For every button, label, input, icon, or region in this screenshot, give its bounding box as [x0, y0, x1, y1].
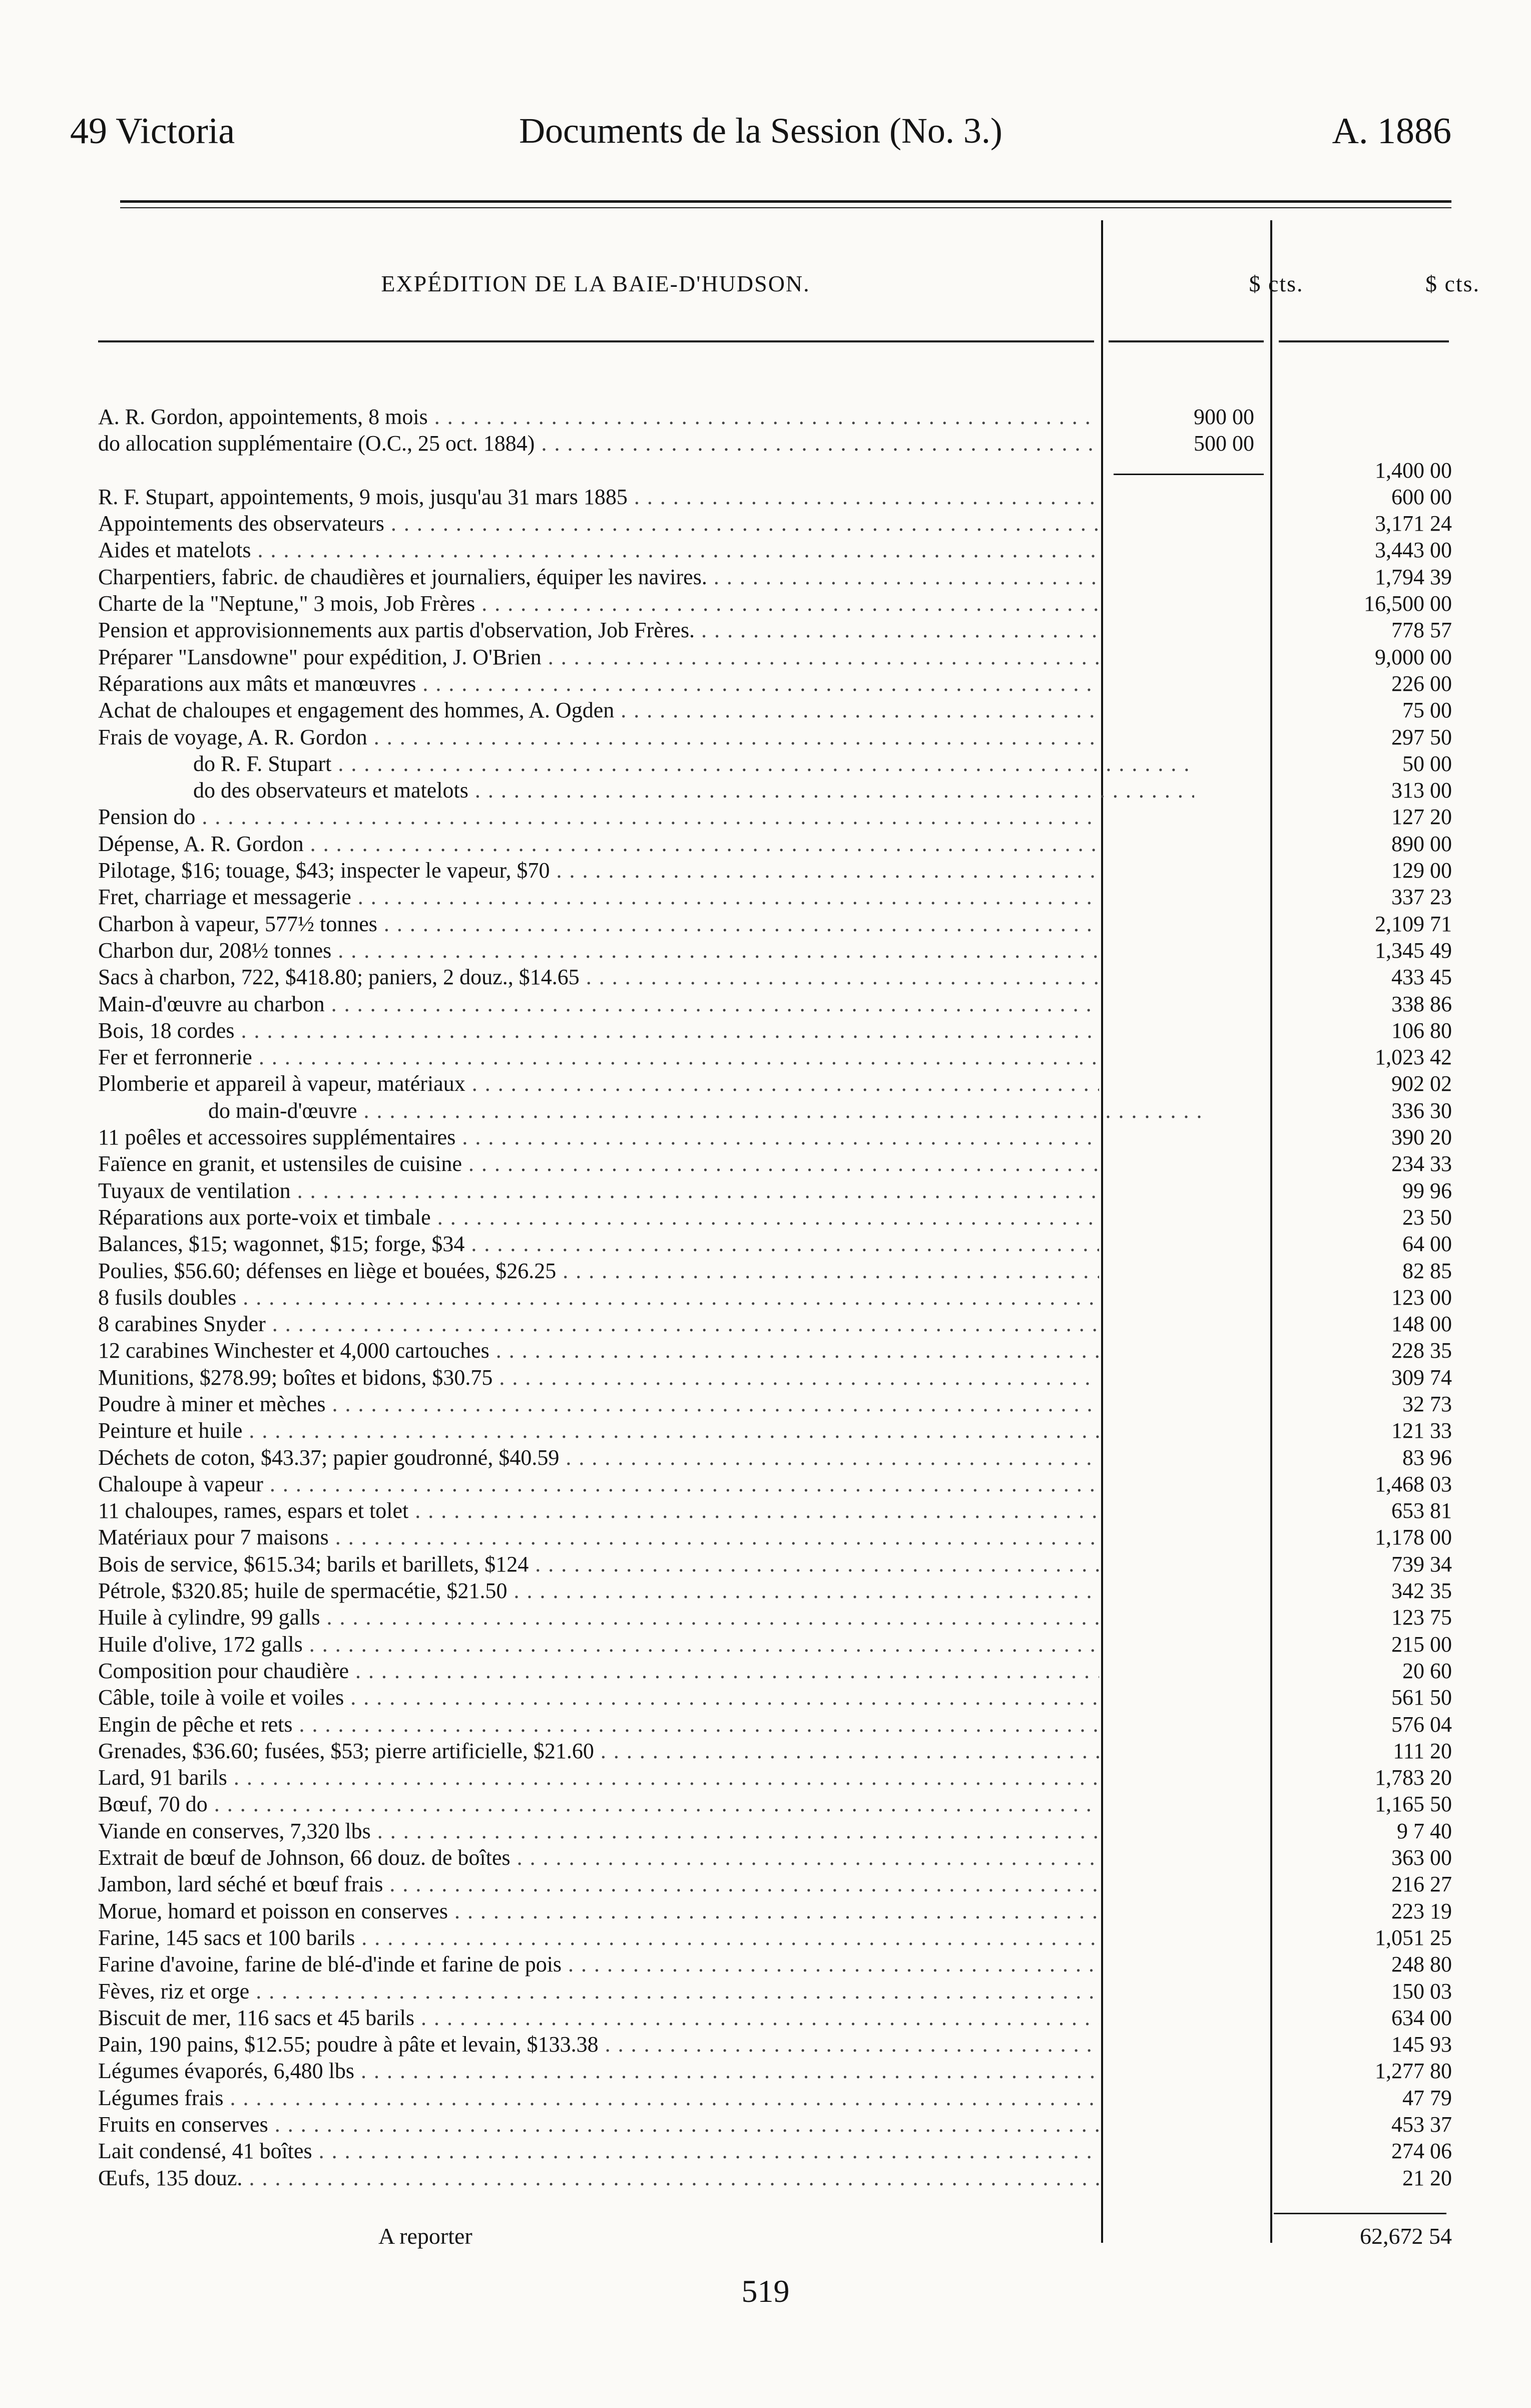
row-description: Lait condensé, 41 boîtes . . . — [98, 2138, 1099, 2164]
row-amount-col2: 2,109 71 — [1375, 911, 1452, 936]
row-description: Déchets de coton, $43.37; papier goudronné, $40.59 . . . — [98, 1444, 1099, 1471]
row-amount-col2: 1,165 50 — [1375, 1792, 1452, 1817]
row-amount-col2: 1,345 49 — [1375, 938, 1452, 963]
table-row — [98, 964, 1459, 990]
row-amount-col1: 900 00 — [1194, 405, 1254, 429]
row-description: Matériaux pour 7 maisons . . . — [98, 1524, 1099, 1550]
table-row — [98, 1177, 1459, 1204]
row-amount-col2: 433 45 — [1391, 965, 1452, 990]
row-amount-col2: 363 00 — [1391, 1845, 1452, 1870]
row-amount-col2: 338 86 — [1391, 991, 1452, 1016]
row-amount-col2: 21 20 — [1402, 2165, 1452, 2190]
row-amount-col2: 145 93 — [1391, 2032, 1452, 2057]
row-description: Faïence en granit, et ustensiles de cuisine . . . — [98, 1150, 1099, 1177]
table-row — [98, 1284, 1459, 1311]
page-header — [70, 110, 1451, 155]
table-row — [98, 1017, 1459, 1044]
row-description: Légumes évaporés, 6,480 lbs . . . — [98, 2058, 1099, 2084]
row-description: A. R. Gordon, appointements, 8 mois . . . — [98, 404, 1099, 430]
header-volume: 49 Victoria — [70, 111, 235, 152]
row-description: Charpentiers, fabric. de chaudières et journaliers, équiper les navires. . . . — [98, 564, 1099, 590]
row-description: Pain, 190 pains, $12.55; poudre à pâte et levain, $133.38 . . . — [98, 2031, 1099, 2058]
row-amount-col2: 148 00 — [1391, 1312, 1452, 1337]
total-rule — [1274, 2213, 1446, 2214]
row-description: Fruits en conserves . . . — [98, 2111, 1099, 2138]
table-row — [98, 2138, 1459, 2164]
row-description: 8 carabines Snyder . . . — [98, 1311, 1099, 1337]
row-amount-col2: 297 50 — [1391, 724, 1452, 749]
row-description: Tuyaux de ventilation . . . — [98, 1177, 1099, 1204]
table-row — [98, 430, 1459, 457]
table-header-rule-col1 — [1109, 340, 1264, 342]
row-amount-col2: 337 23 — [1391, 885, 1452, 910]
column-header-2: $ cts. — [1425, 271, 1480, 296]
row-amount-col2: 228 35 — [1391, 1338, 1452, 1363]
table-row — [98, 1951, 1459, 1977]
row-description: Huile d'olive, 172 galls . . . — [98, 1631, 1099, 1658]
row-description: Appointements des observateurs . . . — [98, 510, 1099, 537]
row-description: Fèves, riz et orge . . . — [98, 1978, 1099, 2004]
table-row — [98, 1551, 1459, 1577]
table-row — [98, 697, 1459, 723]
row-description: 8 fusils doubles . . . — [98, 1284, 1099, 1311]
row-description: Poulies, $56.60; défenses en liège et bouées, $26.25 . . . — [98, 1258, 1099, 1284]
row-amount-col2: 111 20 — [1393, 1738, 1452, 1763]
header-rule-thin — [120, 207, 1451, 208]
table-row — [98, 1337, 1459, 1364]
row-description: Fret, charriage et messagerie . . . — [98, 884, 1099, 910]
row-amount-col2: 1,783 20 — [1375, 1765, 1452, 1790]
row-description: Composition pour chaudière . . . — [98, 1658, 1099, 1684]
row-amount-col2: 1,178 00 — [1375, 1525, 1452, 1550]
row-amount-col2: 313 00 — [1391, 778, 1452, 803]
table-row — [98, 590, 1459, 617]
row-amount-col2: 50 00 — [1402, 751, 1452, 776]
table-row — [98, 991, 1459, 1017]
row-amount-col2: 342 35 — [1391, 1578, 1452, 1603]
row-description: Achat de chaloupes et engagement des hommes, A. Ogden . . . — [98, 697, 1099, 723]
table-row — [98, 1658, 1459, 1684]
table-row — [98, 2085, 1459, 2111]
row-description: Charbon dur, 208½ tonnes . . . — [98, 937, 1099, 964]
row-amount-col2: 453 37 — [1391, 2112, 1452, 2137]
row-description: Plomberie et appareil à vapeur, matériaux . . . — [98, 1070, 1099, 1097]
row-description: Balances, $15; wagonnet, $15; forge, $34 . . . — [98, 1231, 1099, 1257]
row-description: Charbon à vapeur, 577½ tonnes . . . — [98, 911, 1099, 937]
row-description: Viande en conserves, 7,320 lbs . . . — [98, 1818, 1099, 1844]
table-row — [98, 1258, 1459, 1284]
row-amount-col2: 64 00 — [1402, 1232, 1452, 1257]
row-description: Pétrole, $320.85; huile de spermacétie, $21.50 . . . — [98, 1577, 1099, 1604]
row-amount-col2: 82 85 — [1402, 1258, 1452, 1283]
table-row — [98, 510, 1459, 537]
row-description: 11 poêles et accessoires supplémentaires . . . — [98, 1124, 1099, 1150]
table-header-rule-col2 — [1279, 340, 1449, 342]
table-row — [98, 1391, 1459, 1417]
row-amount-col2: 3,171 24 — [1375, 511, 1452, 536]
row-description: Réparations aux porte-voix et timbale . . . — [98, 1204, 1099, 1231]
row-amount-col2: 127 20 — [1391, 805, 1452, 830]
row-amount-col2: 902 02 — [1391, 1071, 1452, 1096]
table-row — [98, 670, 1459, 697]
row-amount-col2: 890 00 — [1391, 831, 1452, 856]
row-description: Engin de pêche et rets . . . — [98, 1711, 1099, 1738]
row-description: Fer et ferronnerie . . . — [98, 1044, 1099, 1070]
row-description: 11 chaloupes, rames, espars et tolet . . . — [98, 1497, 1099, 1524]
table-row — [98, 831, 1459, 857]
table-row — [98, 911, 1459, 937]
table-row — [98, 804, 1459, 830]
row-description: Morue, homard et poisson en conserves . . . — [98, 1898, 1099, 1924]
row-amount-col2: 600 00 — [1391, 484, 1452, 509]
row-amount-col2: 121 33 — [1391, 1418, 1452, 1443]
row-amount-col2: 1,794 39 — [1375, 564, 1452, 589]
table-row — [98, 1604, 1459, 1631]
row-description: Extrait de bœuf de Johnson, 66 douz. de boîtes . . . — [98, 1844, 1099, 1871]
table-row — [98, 2165, 1459, 2191]
table-row — [98, 484, 1459, 510]
row-amount-col2: 1,400 00 — [1375, 458, 1452, 483]
table-row — [98, 1871, 1459, 1897]
header-year: A. 1886 — [1332, 111, 1451, 152]
table-row — [98, 750, 1459, 777]
row-description: Charte de la "Neptune," 3 mois, Job Frères . . . — [98, 590, 1099, 617]
table-row — [98, 1684, 1459, 1711]
row-description: Frais de voyage, A. R. Gordon . . . — [98, 724, 1099, 750]
row-amount-col2: 223 19 — [1391, 1898, 1452, 1923]
header-session: Documents de la Session (No. 3.) — [519, 111, 1002, 151]
row-amount-col2: 20 60 — [1402, 1658, 1452, 1683]
table-header — [90, 265, 1480, 305]
row-description: Aides et matelots . . . — [98, 537, 1099, 563]
row-description: Grenades, $36.60; fusées, $53; pierre artificielle, $21.60 . . . — [98, 1738, 1099, 1764]
row-amount-col2: 83 96 — [1402, 1445, 1452, 1470]
table-row — [98, 617, 1459, 643]
table-row — [98, 1764, 1459, 1791]
row-amount-col2: 23 50 — [1402, 1205, 1452, 1230]
table-row — [98, 404, 1459, 430]
row-amount-col2: 99 96 — [1402, 1178, 1452, 1203]
row-description: 12 carabines Winchester et 4,000 cartouches . . . — [98, 1337, 1099, 1364]
table-row — [98, 1524, 1459, 1550]
row-amount-col2: 309 74 — [1391, 1365, 1452, 1390]
table-row — [98, 1364, 1459, 1391]
subtotal-rule — [1114, 474, 1264, 475]
table-row — [98, 1631, 1459, 1658]
row-amount-col2: 106 80 — [1391, 1018, 1452, 1043]
row-description: Pilotage, $16; touage, $43; inspecter le vapeur, $70 . . . — [98, 857, 1099, 884]
row-amount-col2: 123 75 — [1391, 1605, 1452, 1630]
table-row — [98, 1577, 1459, 1604]
row-amount-col2: 576 04 — [1391, 1712, 1452, 1737]
row-description: Dépense, A. R. Gordon . . . — [98, 831, 1099, 857]
table-row — [98, 2058, 1459, 2084]
row-amount-col1: 500 00 — [1194, 431, 1254, 456]
table-row — [98, 937, 1459, 964]
column-header-1: $ cts. — [1249, 271, 1304, 296]
row-description: Pension et approvisionnements aux partis d'observation, Job Frères. . . . — [98, 617, 1099, 643]
row-amount-col2: 739 34 — [1391, 1551, 1452, 1576]
row-description: Lard, 91 barils . . . — [98, 1764, 1099, 1791]
row-description: Farine d'avoine, farine de blé-d'inde et farine de pois . . . — [98, 1951, 1099, 1977]
row-amount-col2: 336 30 — [1391, 1098, 1452, 1123]
row-amount-col2: 561 50 — [1391, 1685, 1452, 1710]
row-amount-col2: 1,051 25 — [1375, 1925, 1452, 1950]
row-amount-col2: 9,000 00 — [1375, 644, 1452, 669]
row-description: Peinture et huile . . . — [98, 1417, 1099, 1444]
row-description: Bois de service, $615.34; barils et barillets, $124 . . . — [98, 1551, 1099, 1577]
row-description: Bœuf, 70 do . . . — [98, 1791, 1099, 1817]
row-amount-col2: 75 00 — [1402, 698, 1452, 723]
table-row — [98, 857, 1459, 884]
table-row — [98, 1311, 1459, 1337]
table-row — [98, 1124, 1459, 1150]
table-row — [98, 1711, 1459, 1738]
row-description: Chaloupe à vapeur . . . — [98, 1471, 1099, 1497]
row-amount-col2: 234 33 — [1391, 1151, 1452, 1176]
row-amount-col2: 150 03 — [1391, 1978, 1452, 2003]
row-amount-col2: 9 7 40 — [1397, 1818, 1452, 1843]
row-amount-col2: 129 00 — [1391, 858, 1452, 883]
table-title: EXPÉDITION DE LA BAIE-D'HUDSON. — [381, 271, 810, 296]
carry-forward-total: 62,672 54 — [1360, 2223, 1452, 2249]
row-description: Câble, toile à voile et voiles . . . — [98, 1684, 1099, 1711]
table-row — [98, 1097, 1459, 1124]
row-amount-col2: 778 57 — [1391, 618, 1452, 643]
row-amount-col2: 32 73 — [1402, 1391, 1452, 1416]
table-row — [98, 777, 1459, 804]
table-header-rule — [98, 340, 1094, 342]
row-description: Bois, 18 cordes . . . — [98, 1017, 1099, 1044]
table-row — [98, 1898, 1459, 1924]
table-row — [98, 1444, 1459, 1471]
row-description: Légumes frais . . . — [98, 2085, 1099, 2111]
header-rule-thick — [120, 200, 1451, 203]
row-description: Pension do . . . — [98, 804, 1099, 830]
table-row — [98, 1204, 1459, 1231]
table-row — [98, 2004, 1459, 2031]
table-row — [98, 537, 1459, 563]
row-amount-col2: 1,468 03 — [1375, 1471, 1452, 1496]
row-description: Jambon, lard séché et bœuf frais . . . — [98, 1871, 1099, 1897]
row-amount-col2: 390 20 — [1391, 1125, 1452, 1150]
row-amount-col2: 1,023 42 — [1375, 1045, 1452, 1070]
row-amount-col2: 216 27 — [1391, 1872, 1452, 1897]
row-description: Sacs à charbon, 722, $418.80; paniers, 2 douz., $14.65 . . . — [98, 964, 1099, 990]
row-description: Biscuit de mer, 116 sacs et 45 barils . . . — [98, 2004, 1099, 2031]
row-description: Œufs, 135 douz. . . . — [98, 2165, 1099, 2191]
table-row — [98, 1231, 1459, 1257]
row-description: Main-d'œuvre au charbon . . . — [98, 991, 1099, 1017]
row-description: Huile à cylindre, 99 galls . . . — [98, 1604, 1099, 1631]
table-row — [98, 1924, 1459, 1951]
table-row — [98, 1497, 1459, 1524]
row-description: do main-d'œuvre . . . — [98, 1097, 1209, 1124]
row-amount-col2: 1,277 80 — [1375, 2059, 1452, 2084]
table-row — [98, 1070, 1459, 1097]
row-description: Farine, 145 sacs et 100 barils . . . — [98, 1924, 1099, 1951]
row-description: Réparations aux mâts et manœuvres . . . — [98, 670, 1099, 697]
carry-forward-row — [98, 2223, 1459, 2253]
row-amount-col2: 653 81 — [1391, 1498, 1452, 1523]
table-row — [98, 1044, 1459, 1070]
row-amount-col2: 274 06 — [1391, 2139, 1452, 2164]
table-row — [98, 1471, 1459, 1497]
row-description: Poudre à miner et mèches . . . — [98, 1391, 1099, 1417]
table-row — [98, 2031, 1459, 2058]
table-row — [98, 1978, 1459, 2004]
row-amount-col2: 248 80 — [1391, 1952, 1452, 1977]
table-row — [98, 457, 1459, 484]
row-amount-col2: 634 00 — [1391, 2005, 1452, 2030]
table-row — [98, 2111, 1459, 2138]
row-description: R. F. Stupart, appointements, 9 mois, jusqu'au 31 mars 1885 . . . — [98, 484, 1099, 510]
table-row — [98, 644, 1459, 670]
row-amount-col2: 16,500 00 — [1364, 591, 1452, 616]
table-row — [98, 1791, 1459, 1817]
ledger-rows — [98, 404, 1459, 2191]
table-row — [98, 724, 1459, 750]
row-description: do des observateurs et matelots . . . — [98, 777, 1194, 804]
row-amount-col2: 3,443 00 — [1375, 538, 1452, 563]
row-description: do allocation supplémentaire (O.C., 25 oct. 1884) . . . — [98, 430, 1099, 457]
row-amount-col2: 123 00 — [1391, 1285, 1452, 1310]
page-number: 519 — [741, 2273, 790, 2309]
table-row — [98, 1738, 1459, 1764]
row-amount-col2: 215 00 — [1391, 1632, 1452, 1657]
row-amount-col2: 47 79 — [1402, 2085, 1452, 2110]
row-description: Munitions, $278.99; boîtes et bidons, $30.75 . . . — [98, 1364, 1099, 1391]
table-row — [98, 1818, 1459, 1844]
row-amount-col2: 226 00 — [1391, 671, 1452, 696]
table-row — [98, 1844, 1459, 1871]
table-row — [98, 564, 1459, 590]
row-description: do R. F. Stupart . . . — [98, 750, 1194, 777]
table-row — [98, 1417, 1459, 1444]
table-row — [98, 1150, 1459, 1177]
table-row — [98, 884, 1459, 910]
row-description: Préparer "Lansdowne" pour expédition, J. O'Brien . . . — [98, 644, 1099, 670]
carry-forward-label: A reporter — [378, 2223, 472, 2249]
